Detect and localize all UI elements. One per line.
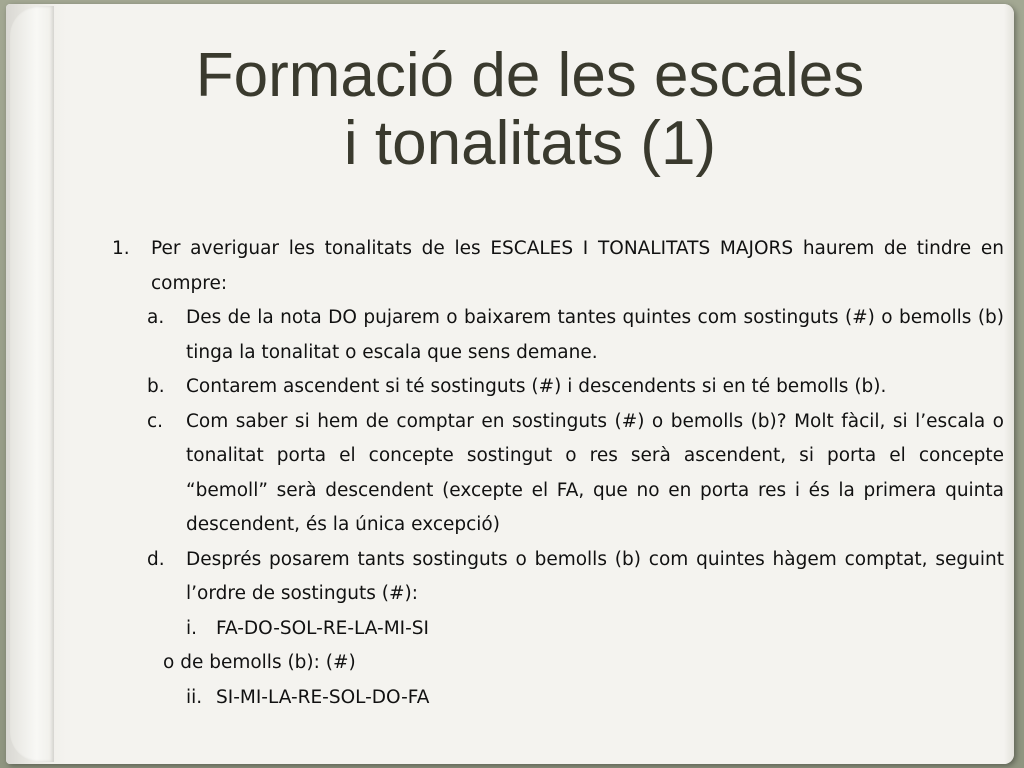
- list-item-c: [106, 405, 1004, 543]
- title-line-2: i tonalitats (1): [343, 109, 717, 178]
- list-marker: 1.: [112, 238, 130, 259]
- list-item-text: Contarem ascendent si té sostinguts (#) i descendents si en té bemolls (b).: [186, 376, 887, 397]
- title-line-1: Formació de les escales: [195, 41, 865, 110]
- list-item-a: [106, 301, 1004, 370]
- list-item-text: Després posarem tants sostinguts o bemolls (b) com quintes hàgem comptat, seguint l’ordre de sostinguts (#):: [186, 548, 1004, 604]
- list-item-d: [106, 543, 1004, 612]
- list-marker: d.: [147, 548, 165, 570]
- page-curl-edge: [10, 6, 54, 762]
- list-item-i: [106, 612, 1004, 647]
- list-item-text: SI-MI-LA-RE-SOL-DO-FA: [216, 686, 430, 708]
- list-item-text: FA-DO-SOL-RE-LA-MI-SI: [216, 617, 429, 639]
- notebook-page: [6, 4, 1014, 764]
- list-item-text: Com saber si hem de comptar en sostinguts (#) o bemolls (b)? Molt fàcil, si l’escala o tonalitat porta el concepte sostingut o res serà ascendent, si porta el concepte “bemoll” serà descendent (excepte el FA, que no en porta res i és la primera quinta descendent, és la única excepció): [186, 410, 1004, 535]
- list-item-text: Per averiguar les tonalitats de les ESCALES I TONALITATS MAJORS haurem de tindre en compre:: [151, 238, 1004, 294]
- list-marker: ii.: [186, 686, 203, 708]
- list-marker: i.: [186, 617, 198, 639]
- list-marker: a.: [147, 307, 165, 328]
- list-item-text: Des de la nota DO pujarem o baixarem tantes quintes com sostinguts (#) o bemolls (b) tinga la tonalitat o escala que sens demane.: [186, 307, 1004, 363]
- page-right-edge: [1004, 4, 1014, 764]
- slide-title: [66, 42, 994, 178]
- list-item-1: [106, 232, 1004, 301]
- list-marker: b.: [147, 376, 165, 397]
- connector-line: o de bemolls (b): (#): [163, 652, 356, 673]
- list-item-ii: [106, 681, 1004, 716]
- list-marker: c.: [147, 410, 164, 432]
- slide-body: [106, 232, 1004, 715]
- list-item-b: [106, 370, 1004, 405]
